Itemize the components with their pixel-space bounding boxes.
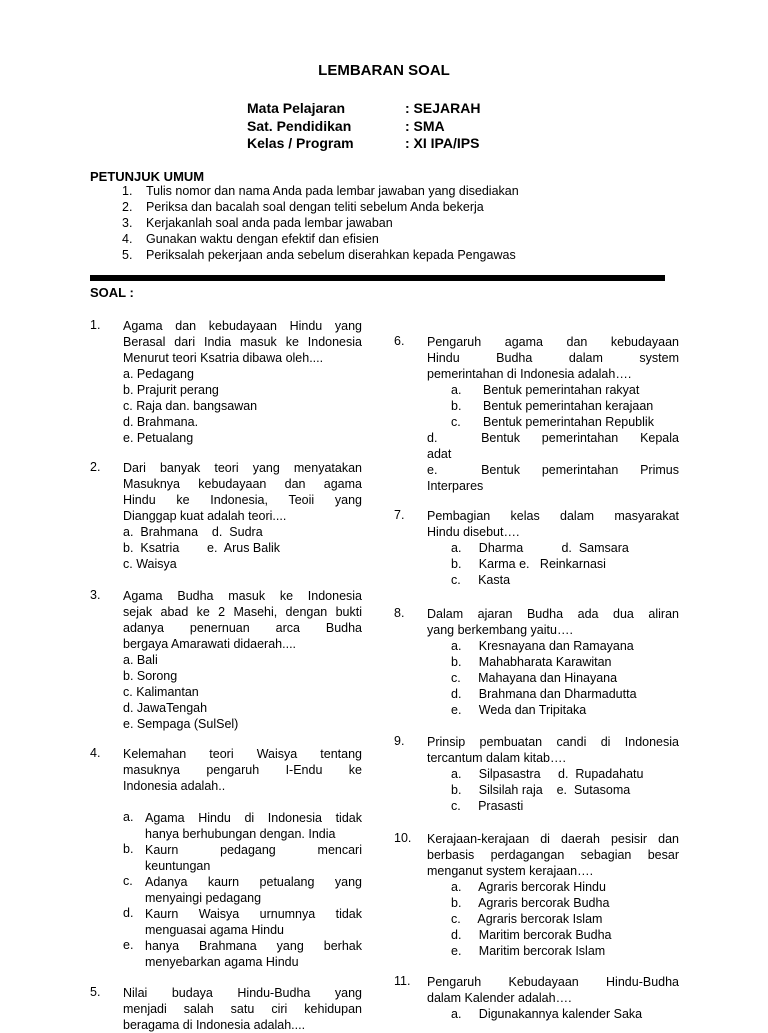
answer-option: e. Sempaga (SulSel) <box>123 717 239 731</box>
info-label-class: Kelas / Program <box>247 135 354 151</box>
question-line: dalam Kalender adalah…. <box>427 991 572 1005</box>
option-line: Bentuk pemerintahan rakyat <box>483 383 640 397</box>
question-number: 6. <box>394 334 405 348</box>
question-2 <box>123 460 362 572</box>
answer-option: c. Prasasti <box>451 799 524 813</box>
question-line: pemerintahan di Indonesia adalah…. <box>427 367 632 381</box>
answer-option: c. Waisya <box>123 557 177 571</box>
option-line: hanya berhubungan dengan. India <box>145 827 336 841</box>
question-line: Berasal dari India masuk ke Indonesia <box>123 335 362 349</box>
instruction-number: 5. <box>122 248 133 262</box>
answer-option: d. Brahmana. <box>123 415 199 429</box>
option-line: Kaurn pedagang mencari <box>145 843 362 857</box>
question-line: menjadi salah satu ciri kehidupan <box>123 1002 362 1016</box>
question-line: Hindu Budha dalam system <box>427 351 679 365</box>
answer-option: b. Ksatria e. Arus Balik <box>123 541 281 555</box>
question-number: 9. <box>394 734 405 748</box>
question-line: Prinsip pembuatan candi di Indonesia <box>427 735 679 749</box>
answer-option: e. Petualang <box>123 431 194 445</box>
answer-option: a. Bali <box>123 653 158 667</box>
question-8 <box>427 606 679 718</box>
option-line: Kaurn Waisya urnumnya tidak <box>145 907 362 921</box>
section-divider <box>90 275 665 281</box>
answer-option: a. Silpasastra d. Rupadahatu <box>451 767 644 781</box>
option-key: a. <box>123 810 134 824</box>
option-line: hanya Brahmana yang berhak <box>145 939 362 953</box>
answer-option: c. Raja dan. bangsawan <box>123 399 258 413</box>
option-line: Agama Hindu di Indonesia tidak <box>145 811 362 825</box>
question-number: 5. <box>90 985 101 999</box>
instruction-text: Periksalah pekerjaan anda sebelum diserahkan kepada Pengawas <box>146 248 516 262</box>
option-line: menyaingi pedagang <box>145 891 262 905</box>
info-value-subject: : SEJARAH <box>405 100 481 116</box>
info-label-subject: Mata Pelajaran <box>247 100 346 116</box>
answer-option: b. Agraris bercorak Budha <box>451 896 610 910</box>
info-label-school-level: Sat. Pendidikan <box>247 118 352 134</box>
page-title: LEMBARAN SOAL <box>318 62 450 79</box>
option-line: menguasai agama Hindu <box>145 923 284 937</box>
question-line: sejak abad ke 2 Masehi, dengan bukti <box>123 605 362 619</box>
answer-option: b. Prajurit perang <box>123 383 219 397</box>
question-line: Dari banyak teori yang menyatakan <box>123 461 362 475</box>
answer-option <box>427 398 679 414</box>
question-number: 10. <box>394 831 412 845</box>
question-line: Menurut teori Ksatria dibawa oleh.... <box>123 351 324 365</box>
option-key: e. <box>123 938 134 952</box>
question-4-options <box>123 810 362 970</box>
instruction-number: 3. <box>122 216 133 230</box>
answer-option: a. Pedagang <box>123 367 194 381</box>
option-key: d. <box>123 906 134 920</box>
answer-option <box>427 382 679 398</box>
info-value-class: : XI IPA/IPS <box>405 135 480 151</box>
instruction-number: 1. <box>122 184 133 198</box>
instruction-number: 4. <box>122 232 133 246</box>
answer-option: c. Kasta <box>451 573 511 587</box>
question-line: Indonesia adalah.. <box>123 779 226 793</box>
option-line: keuntungan <box>145 859 211 873</box>
option-line: adat <box>427 447 452 461</box>
question-7 <box>427 508 679 588</box>
option-key: c. <box>123 874 133 888</box>
option-line: Bentuk pemerintahan kerajaan <box>483 399 654 413</box>
questions-heading: SOAL : <box>90 285 134 300</box>
answer-option: d. Brahmana dan Dharmadutta <box>451 687 637 701</box>
answer-option <box>427 430 679 462</box>
option-line: d. Bentuk pemerintahan Kepala <box>427 431 679 445</box>
question-6 <box>427 334 679 382</box>
instruction-text: Tulis nomor dan nama Anda pada lembar jawaban yang disediakan <box>146 184 519 198</box>
answer-option: b. Silsilah raja e. Sutasoma <box>451 783 631 797</box>
answer-option: a. Digunakannya kalender Saka <box>451 1007 643 1021</box>
answer-option: a. Brahmana d. Sudra <box>123 525 263 539</box>
question-line: Pengaruh agama dan kebudayaan <box>427 335 679 349</box>
instruction-text: Periksa dan bacalah soal dengan teliti sebelum Anda bekerja <box>146 200 484 214</box>
answer-option: c. Agraris bercorak Islam <box>451 912 603 926</box>
answer-option: a. Dharma d. Samsara <box>451 541 629 555</box>
answer-option: a. Agraris bercorak Hindu <box>451 880 606 894</box>
answer-option <box>123 938 362 970</box>
answer-option: b. Karma e. Reinkarnasi <box>451 557 606 571</box>
answer-option <box>123 810 362 842</box>
question-number: 1. <box>90 318 101 332</box>
answer-option <box>123 874 362 906</box>
instruction-text: Kerjakanlah soal anda pada lembar jawaban <box>146 216 393 230</box>
answer-option: d. JawaTengah <box>123 701 208 715</box>
question-11 <box>427 974 679 1022</box>
answer-option: b. Mahabharata Karawitan <box>451 655 612 669</box>
question-number: 3. <box>90 588 101 602</box>
question-line: Hindu ke Indonesia, Teoii yang <box>123 493 362 507</box>
answer-option: d. Maritim bercorak Budha <box>451 928 612 942</box>
option-key: a. <box>451 383 462 397</box>
option-key: b. <box>123 842 134 856</box>
question-line: Hindu disebut…. <box>427 525 520 539</box>
question-line: Kerajaan-kerajaan di daerah pesisir dan <box>427 832 679 846</box>
question-line: Dalam ajaran Budha ada dua aliran <box>427 607 679 621</box>
question-line: menganut system kerajaan…. <box>427 864 594 878</box>
answer-option <box>123 906 362 938</box>
question-line: Dianggap kuat adalah teori.... <box>123 509 287 523</box>
option-line: menyebarkan agama Hindu <box>145 955 299 969</box>
question-number: 2. <box>90 460 101 474</box>
answer-option: e. Weda dan Tripitaka <box>451 703 587 717</box>
answer-option <box>123 842 362 874</box>
answer-option <box>427 414 679 430</box>
question-line: Nilai budaya Hindu-Budha yang <box>123 986 362 1000</box>
question-number: 7. <box>394 508 405 522</box>
question-number: 4. <box>90 746 101 760</box>
info-value-school-level: : SMA <box>405 118 445 134</box>
question-line: Pengaruh Kebudayaan Hindu-Budha <box>427 975 679 989</box>
option-line: Adanya kaurn petualang yang <box>145 875 362 889</box>
option-key: b. <box>451 399 462 413</box>
question-line: tercantum dalam kitab…. <box>427 751 566 765</box>
instruction-number: 2. <box>122 200 133 214</box>
question-line: adanya penernuan arca Budha <box>123 621 362 635</box>
option-line: Interpares <box>427 479 484 493</box>
question-line: yang berkembang yaitu…. <box>427 623 573 637</box>
answer-option: b. Sorong <box>123 669 178 683</box>
question-line: berbasis perdagangan sebagian besar <box>427 848 679 862</box>
option-line: Bentuk pemerintahan Republik <box>483 415 654 429</box>
question-10 <box>427 831 679 959</box>
question-number: 8. <box>394 606 405 620</box>
question-6-options <box>427 382 679 494</box>
answer-option: e. Maritim bercorak Islam <box>451 944 606 958</box>
question-line: Masuknya kebudayaan dan agama <box>123 477 362 491</box>
question-5 <box>123 985 362 1033</box>
question-line: Kelemahan teori Waisya tentang <box>123 747 362 761</box>
question-line: bergaya Amarawati didaerah.... <box>123 637 297 651</box>
question-line: beragama di Indonesia adalah.... <box>123 1018 306 1032</box>
question-1 <box>123 318 362 446</box>
answer-option: c. Kalimantan <box>123 685 199 699</box>
question-line: Pembagian kelas dalam masyarakat <box>427 509 679 523</box>
option-line: e. Bentuk pemerintahan Primus <box>427 463 679 477</box>
question-line: masuknya pengaruh I-Endu ke <box>123 763 362 777</box>
question-line: Agama dan kebudayaan Hindu yang <box>123 319 362 333</box>
answer-option <box>427 462 679 494</box>
question-line: Agama Budha masuk ke Indonesia <box>123 589 362 603</box>
question-number: 11. <box>394 974 411 988</box>
option-key: c. <box>451 415 461 429</box>
answer-option: a. Kresnayana dan Ramayana <box>451 639 634 653</box>
answer-option: c. Mahayana dan Hinayana <box>451 671 618 685</box>
instructions-heading: PETUNJUK UMUM <box>90 169 205 184</box>
question-4 <box>123 746 362 794</box>
instruction-text: Gunakan waktu dengan efektif dan efisien <box>146 232 379 246</box>
question-9 <box>427 734 679 814</box>
question-3 <box>123 588 362 732</box>
